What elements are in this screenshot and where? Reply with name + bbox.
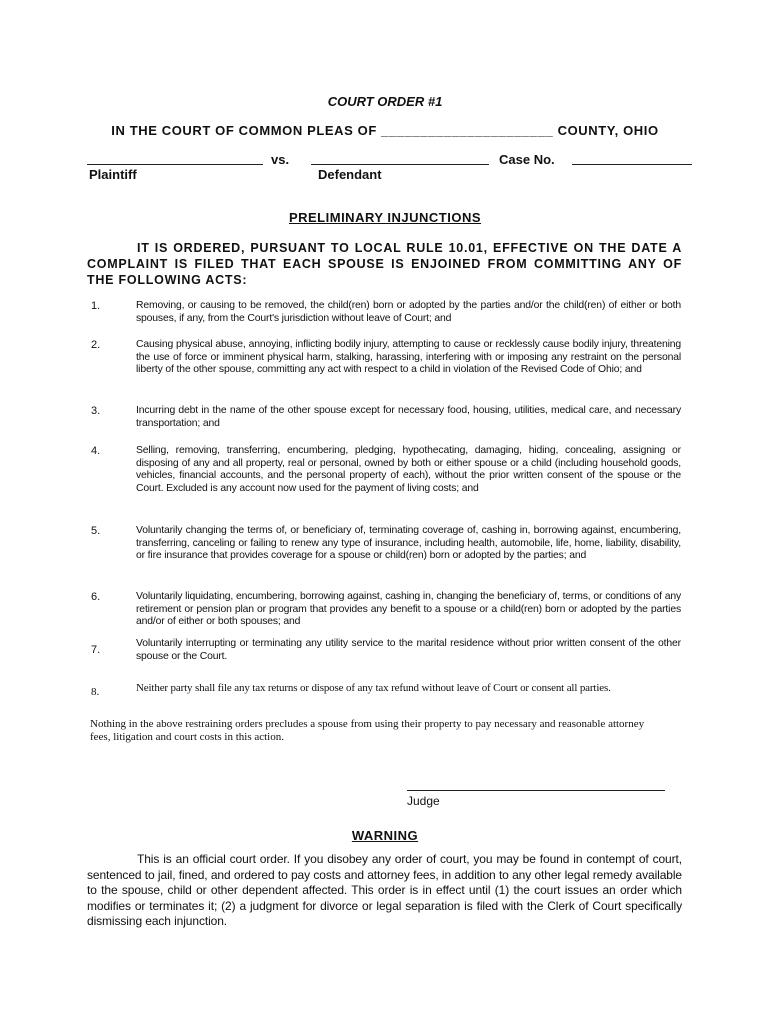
judge-signature-line[interactable] xyxy=(407,790,665,791)
list-item: Incurring debt in the name of the other spouse except for necessary food, housing, utilities, medical care, and necessary transportation; and xyxy=(136,405,681,429)
plaintiff-label: Plaintiff xyxy=(89,167,137,182)
list-item: Voluntarily changing the terms of, or beneficiary of, terminating coverage of, cashing in, borrowing against, encumbering, transferring, canceling or failing to renew any type of insurance, including health, automobile, life, home, liability, disability, or fire insurance that provides coverage for a spouse or child(ren) born or adopted by the parties; and xyxy=(136,525,681,562)
item-number: 6. xyxy=(91,591,101,603)
judge-label: Judge xyxy=(407,794,440,808)
item-number: 5. xyxy=(91,525,101,537)
list-item: Removing, or causing to be removed, the child(ren) born or adopted by the parties and/or the child(ren) of either or both spouses, if any, from the Court's jurisdiction without leave of Court; and xyxy=(136,300,681,324)
court-caption-prefix: IN THE COURT OF COMMON PLEAS OF xyxy=(111,123,377,138)
vs-label: vs. xyxy=(271,152,290,167)
item-number: 8. xyxy=(91,686,100,698)
list-item: Voluntarily interrupting or terminating any utility service to the marital residence without prior written consent of the other spouse or the Court. xyxy=(136,638,681,662)
section-heading: PRELIMINARY INJUNCTIONS xyxy=(288,210,482,225)
item-number: 3. xyxy=(91,405,101,417)
warning-paragraph: This is an official court order. If you disobey any order of court, you may be found in contempt of court, sentenced to jail, fined, and ordered to pay costs and attorney fees, in addition to any other legal remedy available to the spouse, child or other dependent affected. This order is in effect until (1) the court issues an order which modifies or terminates it; (2) a judgment for divorce or legal separation is filed with the Clerk of Court specifically dismissing each injunction. xyxy=(87,852,682,928)
case-no-label: Case No. xyxy=(499,152,555,167)
court-caption xyxy=(0,123,770,138)
plaintiff-field[interactable] xyxy=(87,164,263,165)
ordered-paragraph: IT IS ORDERED, PURSUANT TO LOCAL RULE 10.01, EFFECTIVE ON THE DATE A COMPLAINT IS FILED THAT EACH SPOUSE IS ENJOINED FROM COMMITTING ANY OF THE FOLLOWING ACTS: xyxy=(87,241,682,287)
case-no-field[interactable] xyxy=(572,164,692,165)
list-item: Voluntarily liquidating, encumbering, borrowing against, cashing in, changing the beneficiary of, terms, or conditions of any retirement or pension plan or program that provides any benefit to a spouse or a child(ren) born or adopted by the parties and/or of either or both spouses; and xyxy=(136,591,681,628)
nothing-paragraph: Nothing in the above restraining orders precludes a spouse from using their property to pay necessary and reasonable attorney fees, litigation and court costs in this action. xyxy=(90,718,645,743)
page-title: COURT ORDER #1 xyxy=(327,94,443,109)
item-number: 2. xyxy=(91,339,101,351)
list-item: Selling, removing, transferring, encumbering, pledging, hypothecating, damaging, hiding, concealing, assigning or disposing of any and all property, real or personal, owned by both or either spouse or a child (including household goods, vehicles, financial accounts, and the personal property of each), without the prior written consent of the spouse or the Court. Excluded is any account now used for the payment of living costs; and xyxy=(136,445,681,494)
item-number: 1. xyxy=(91,300,101,312)
list-item: Neither party shall file any tax returns or dispose of any tax refund without leave of Court or consent all parties. xyxy=(136,682,611,694)
county-blank[interactable]: ______________________ xyxy=(381,123,554,138)
list-item: Causing physical abuse, annoying, inflicting bodily injury, attempting to cause or recklessly cause bodily injury, threatening the use of force or imminent physical harm, stalking, harassing, interfering with or imposing any restraint on the personal liberty of the other spouse, committing any act with respect to a child in violation of the Revised Code of Ohio; and xyxy=(136,339,681,376)
item-number: 7. xyxy=(91,644,101,656)
warning-heading: WARNING xyxy=(351,828,419,843)
item-number: 4. xyxy=(91,445,101,457)
defendant-field[interactable] xyxy=(311,164,489,165)
defendant-label: Defendant xyxy=(318,167,382,182)
court-caption-suffix: COUNTY, OHIO xyxy=(557,123,659,138)
